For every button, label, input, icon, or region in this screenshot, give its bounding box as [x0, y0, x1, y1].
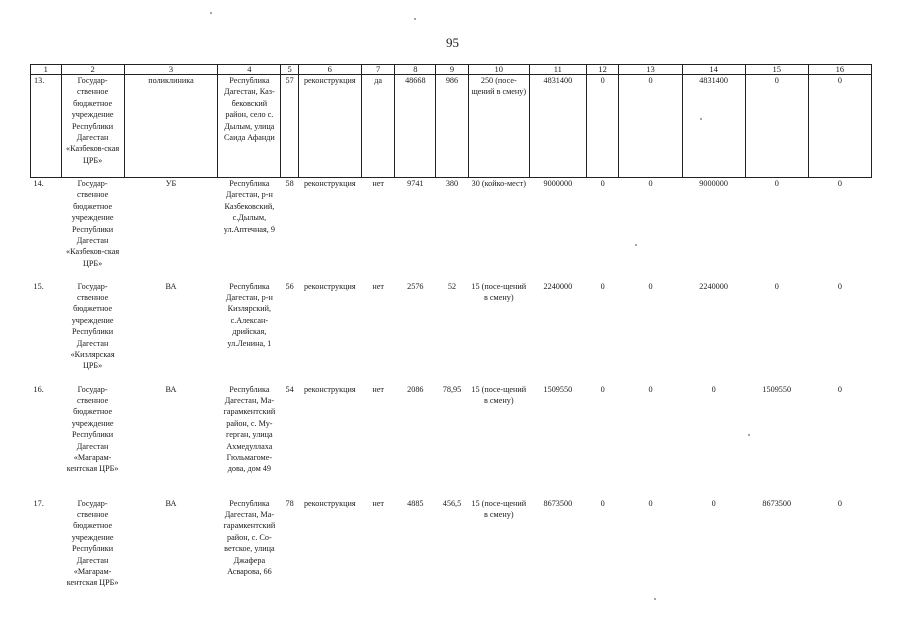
column-header-14: 14 — [682, 65, 745, 75]
scan-speck — [635, 244, 637, 246]
cell-col-9: 78,95 — [442, 384, 462, 394]
institution-name: Государ-ственное бюджетное учреждение Республики Дагестан «Магарам-кентская ЦРБ» — [66, 498, 119, 588]
scan-speck — [654, 598, 656, 600]
cell-col-9: 986 — [436, 75, 469, 178]
cell-col-9: 456,5 — [442, 498, 462, 508]
cell-col-8: 2576 — [407, 281, 424, 291]
header-row — [31, 65, 872, 75]
cell-col-12: 0 — [600, 179, 605, 188]
table-row — [31, 384, 872, 498]
address: Республика Дагестан, Ма-гарамкентский район, с. Му-герган, улица Ахмедуллаха Гюльмагоме-дова, дом 49 — [223, 384, 276, 474]
row-number: 16. — [33, 384, 44, 394]
work-type: реконструкция — [303, 281, 356, 291]
work-type: реконструкция — [303, 498, 356, 508]
cell-col-11: 9000000 — [543, 179, 573, 188]
cell-col-12: 0 — [600, 498, 605, 508]
cell-col-5: 56 — [285, 281, 294, 291]
cell-col-5: 57 — [281, 75, 298, 178]
cell-col-14: 2240000 — [699, 281, 728, 291]
capacity: 15 (посе-щений в смену) — [471, 384, 527, 405]
cell-col-11: 2240000 — [543, 281, 573, 291]
table-row — [31, 498, 872, 608]
address: Республика Дагестан, р-н Казбековский, с.Дылым, ул.Аптечная, 9 — [223, 179, 275, 234]
cell-col-5: 78 — [285, 498, 294, 508]
row-number: 13. — [31, 75, 62, 178]
cell-col-7: нет — [372, 281, 384, 291]
cell-col-13: 0 — [648, 498, 653, 508]
cell-col-13: 0 — [619, 75, 682, 178]
table-row — [31, 281, 872, 384]
address: Республика Дагестан, Ма-гарамкентский район, с. Со-ветское, улица Джафера Асварова, 66 — [223, 498, 276, 576]
cell-col-13: 0 — [648, 281, 653, 291]
column-header-8: 8 — [395, 65, 436, 75]
column-header-9: 9 — [436, 65, 469, 75]
address: Республика Дагестан, р-н Кизлярский, с.Алексан-дрийская, ул.Ленина, 1 — [225, 281, 273, 348]
work-type: реконструкция — [303, 384, 356, 394]
scan-speck — [748, 434, 750, 436]
cell-col-5: 58 — [285, 179, 294, 188]
cell-col-13: 0 — [648, 179, 653, 188]
capacity: 250 (посе-щений в смену) — [468, 75, 529, 178]
facility-type: ВА — [165, 384, 177, 394]
cell-col-15: 0 — [745, 75, 808, 178]
column-header-16: 16 — [808, 65, 871, 75]
cell-col-9: 52 — [447, 281, 457, 291]
institution-name: Государ-ственное бюджетное учреждение Республики Дагестан «Кизлярская ЦРБ» — [70, 281, 115, 371]
column-header-6: 6 — [298, 65, 361, 75]
cell-col-16: 0 — [837, 281, 842, 291]
cell-col-11: 4831400 — [529, 75, 586, 178]
cell-col-12: 0 — [600, 281, 605, 291]
cell-col-16: 0 — [837, 498, 842, 508]
cell-col-12: 0 — [600, 384, 605, 394]
cell-col-15: 0 — [774, 179, 779, 188]
work-type: реконструкция — [303, 179, 356, 188]
cell-col-11: 8673500 — [543, 498, 573, 508]
column-header-2: 2 — [61, 65, 124, 75]
table-row — [31, 178, 872, 281]
cell-col-9: 380 — [445, 179, 459, 188]
column-header-7: 7 — [361, 65, 395, 75]
cell-col-8: 9741 — [407, 179, 424, 188]
column-header-12: 12 — [586, 65, 619, 75]
cell-col-16: 0 — [808, 75, 871, 178]
work-type: реконструкция — [298, 75, 361, 178]
institution-name: Государ-ственное бюджетное учреждение Республики Дагестан «Магарам-кентская ЦРБ» — [66, 384, 119, 474]
scan-speck — [210, 12, 212, 14]
column-header-4: 4 — [218, 65, 281, 75]
row-number: 14. — [33, 179, 44, 188]
scan-speck — [700, 118, 702, 120]
cell-col-16: 0 — [837, 384, 842, 394]
column-header-15: 15 — [745, 65, 808, 75]
cell-col-8: 2086 — [407, 384, 424, 394]
facility-type: ВА — [165, 281, 177, 291]
cell-col-14: 0 — [711, 498, 716, 508]
address: Республика Дагестан, Каз-бековский район, село с. Дылым, улица Саида Афанди — [218, 75, 281, 178]
data-table — [30, 64, 872, 608]
cell-col-12: 0 — [586, 75, 619, 178]
cell-col-14: 9000000 — [699, 179, 728, 188]
column-header-1: 1 — [31, 65, 62, 75]
cell-col-8: 48668 — [395, 75, 436, 178]
cell-col-7: нет — [372, 384, 384, 394]
institution-name: Государ-ственное бюджетное учреждение Республики Дагестан «Казбеков-ская ЦРБ» — [66, 179, 120, 268]
capacity: 15 (посе-щений в смену) — [471, 498, 527, 519]
cell-col-7: нет — [372, 179, 384, 188]
cell-col-15: 0 — [774, 281, 779, 291]
page-number: 95 — [446, 35, 459, 50]
facility-type: ВА — [165, 498, 177, 508]
cell-col-11: 1509550 — [543, 384, 573, 394]
cell-col-8: 4885 — [407, 498, 424, 508]
column-header-5: 5 — [281, 65, 298, 75]
column-header-11: 11 — [529, 65, 586, 75]
capacity: 15 (посе-щений в смену) — [471, 281, 527, 302]
cell-col-15: 8673500 — [762, 498, 792, 508]
cell-col-14: 4831400 — [682, 75, 745, 178]
cell-col-5: 54 — [285, 384, 294, 394]
institution-name: Государ-ственное бюджетное учреждение Республики Дагестан «Казбеков-ская ЦРБ» — [61, 75, 124, 178]
cell-col-7: нет — [372, 498, 384, 508]
cell-col-13: 0 — [648, 384, 653, 394]
cell-col-16: 0 — [837, 179, 842, 188]
facility-type: поликлиника — [124, 75, 218, 178]
facility-type: УБ — [165, 179, 177, 188]
cell-col-7: да — [361, 75, 395, 178]
capacity: 30 (койко-мест) — [471, 179, 526, 188]
row-number: 17. — [33, 498, 44, 508]
row-number: 15. — [33, 281, 44, 291]
scan-speck — [414, 18, 416, 20]
cell-col-14: 0 — [711, 384, 716, 394]
cell-col-15: 1509550 — [762, 384, 792, 394]
table-row — [31, 75, 872, 178]
column-header-13: 13 — [619, 65, 682, 75]
column-header-10: 10 — [468, 65, 529, 75]
column-header-3: 3 — [124, 65, 218, 75]
